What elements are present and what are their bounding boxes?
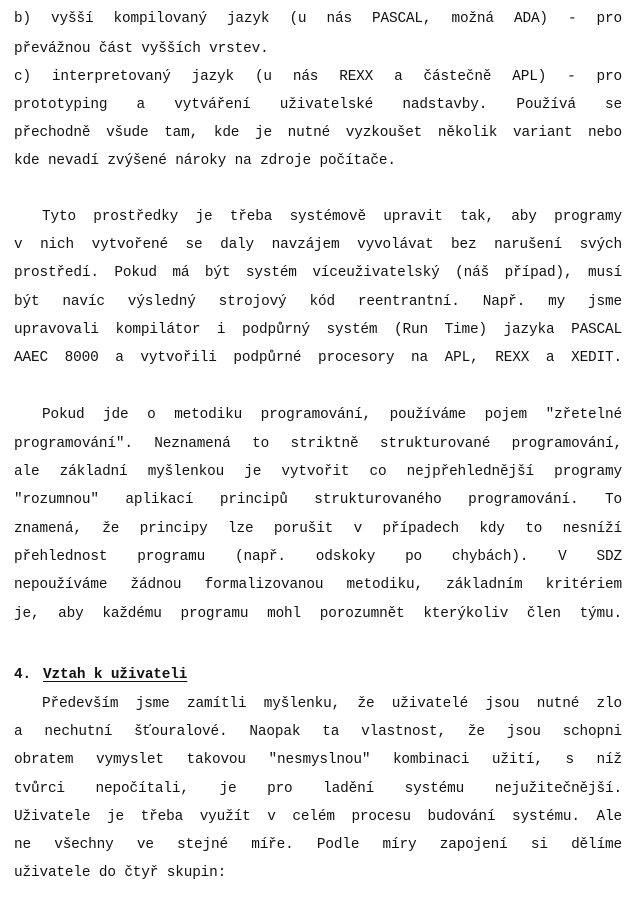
paragraph-methodology-line-4: "rozumnou" aplikací principů strukturovaného programování. To [14,492,622,508]
paragraph-methodology-line-5: znamená, že principy lze porušit v případech kdy to nesníží [14,521,622,537]
paragraph-tools-line-2: v nich vytvořené se daly navzájem vyvolávat bez narušení svých [14,237,622,253]
paragraph-users-line-3: obratem vymyslet takovou "nesmyslnou" kombinaci užití, s níž [14,752,622,768]
paragraph-users-line-7: uživatele do čtyř skupin: [14,865,227,881]
list-item-b-line-2: převážnou část vyšších vrstev. [14,41,269,57]
section-title: Vztah k uživateli [42,667,188,683]
paragraph-methodology-line-8: je, aby každému programu mohl porozumnět kterýkoliv člen týmu. [14,606,622,622]
list-item-c-line-4: kde nevadí zvýšené nároky na zdroje počítače. [14,153,396,169]
paragraph-users-line-2: a nechutní šťouralové. Naopak ta vlastnost, že jsou schopni [14,724,622,740]
paragraph-methodology-line-6: přehlednost programu (např. odskoky po chybách). V SDZ [14,549,622,565]
paragraph-methodology-line-1: Pokud jde o metodiku programování, používáme pojem "zřetelné [42,407,622,423]
paragraph-tools-line-5: upravovali kompilátor i podpůrný systém (Run Time) jazyka PASCAL [14,322,622,338]
list-item-b-line-1: b) vyšší kompilovaný jazyk (u nás PASCAL, možná ADA) - pro [14,11,622,27]
paragraph-methodology-line-2: programování". Neznamená to striktně strukturované programování, [14,436,622,452]
list-item-c-line-3: přechodně všude tam, kde je nutné vyzkoušet několik variant nebo [14,125,622,141]
paragraph-tools-line-4: být navíc výsledný strojový kód reentrantní. Např. my jsme [14,294,622,310]
paragraph-users-line-5: Uživatele je třeba využít v celém procesu budování systému. Ale [14,809,622,825]
paragraph-methodology-line-3: ale základní myšlenkou je vytvořit co nejpřehlednější programy [14,464,622,480]
paragraph-methodology-line-7: nepoužíváme žádnou formalizovanou metodiku, základním kritériem [14,577,622,593]
section-heading [14,660,622,690]
list-item-c-line-2: prototyping a vytváření uživatelské nadstavby. Používá se [14,97,622,113]
list-item-c-line-1: c) interpretovaný jazyk (u nás REXX a částečně APL) - pro [14,69,622,85]
paragraph-users-line-1: Především jsme zamítli myšlenku, že uživatelé jsou nutné zlo [42,696,622,712]
paragraph-users-line-6: ne všechny ve stejné míře. Podle míry zapojení si dělíme [14,837,622,853]
paragraph-tools-line-3: prostředí. Pokud má být systém víceuživatelský (náš případ), musí [14,265,622,281]
paragraph-tools-line-6: AAEC 8000 a vytvořili podpůrné procesory na APL, REXX a XEDIT. [14,350,622,366]
paragraph-users-line-4: tvůrci nepočítali, je pro ladění systému nejužitečnější. [14,781,622,797]
paragraph-tools-line-1: Tyto prostředky je třeba systémově upravit tak, aby programy [42,209,622,225]
section-number: 4. [14,667,31,683]
